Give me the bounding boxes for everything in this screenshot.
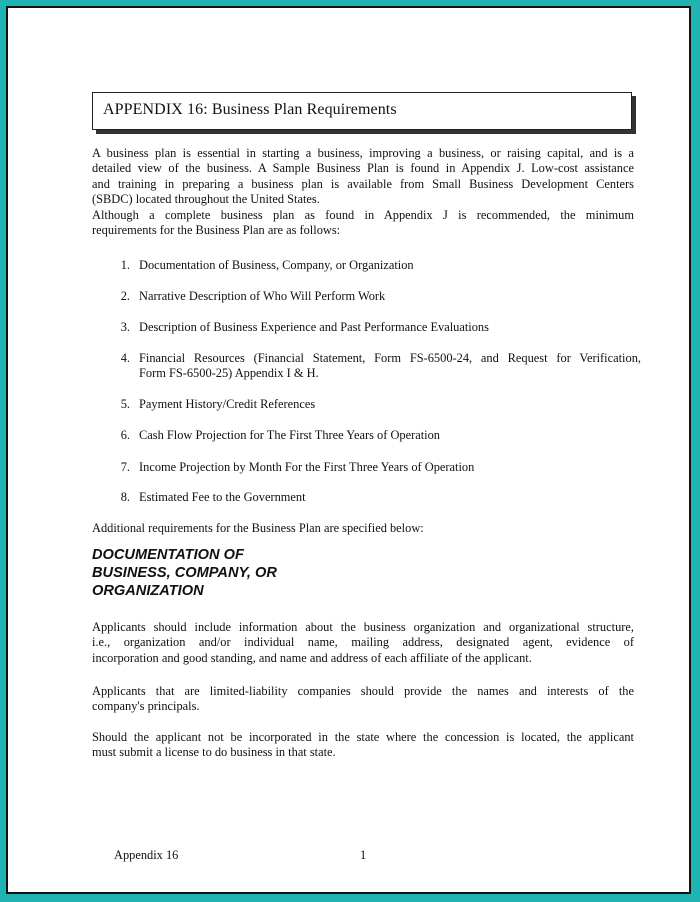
list-text-line: Financial Resources (Financial Statement, Form FS-6500-24, and Request for Verification, xyxy=(139,351,641,365)
intro-line: requirements for the Business Plan are as follows: xyxy=(92,223,341,238)
title-box xyxy=(92,92,632,130)
additional-text: Additional requirements for the Business Plan are specified below: xyxy=(92,521,424,535)
page-title: APPENDIX 16: Business Plan Requirements xyxy=(103,101,397,118)
list-text: Description of Business Experience and Past Performance Evaluations xyxy=(139,320,489,334)
list-number: 5. xyxy=(120,397,130,411)
paragraph-line: Applicants that are limited-liability companies should provide the names and interests of the xyxy=(92,684,634,698)
paragraph-line: must submit a license to do business in that state. xyxy=(92,745,336,760)
list-text-line: Form FS-6500-25) Appendix I & H. xyxy=(139,366,319,381)
list-text xyxy=(139,351,641,382)
intro-line: and training in preparing a business plan is available from Small Business Development Centers xyxy=(92,176,634,191)
list-text: Documentation of Business, Company, or Organization xyxy=(139,258,414,272)
footer-label: Appendix 16 xyxy=(114,848,179,862)
intro-line: Although a complete business plan as found in Appendix J is recommended, the minimum xyxy=(92,207,634,222)
intro-line: A business plan is essential in starting a business, improving a business, or raising capital, and is a xyxy=(92,146,634,160)
intro-line: detailed view of the business. A Sample Business Plan is found in Appendix J. Low-cost assistance xyxy=(92,161,634,176)
page-number: 1 xyxy=(360,848,367,862)
section-heading-line: ORGANIZATION xyxy=(92,583,204,599)
paragraph-line: i.e., organization and/or individual name, mailing address, designated agent, evidence of xyxy=(92,635,634,650)
section-heading-line: BUSINESS, COMPANY, OR xyxy=(92,565,277,581)
section-paragraph xyxy=(92,620,634,666)
paragraph-line: Applicants should include information about the business organization and organizational structure, xyxy=(92,620,634,634)
section-paragraph xyxy=(92,684,634,715)
intro-paragraph xyxy=(92,146,634,238)
intro-line: (SBDC) located throughout the United States. xyxy=(92,192,320,207)
section-heading-line: DOCUMENTATION OF xyxy=(92,547,244,563)
document-page xyxy=(6,6,691,894)
list-text: Narrative Description of Who Will Perform Work xyxy=(139,289,386,303)
list-number: 4. xyxy=(120,351,130,365)
paragraph-line: incorporation and good standing, and name and address of each affiliate of the applicant. xyxy=(92,650,532,665)
list-text: Cash Flow Projection for The First Three Years of Operation xyxy=(139,428,441,442)
section-heading xyxy=(92,546,392,600)
paragraph-line: company's principals. xyxy=(92,699,200,714)
list-text: Payment History/Credit References xyxy=(139,397,316,411)
list-text: Income Projection by Month For the First Three Years of Operation xyxy=(139,460,475,474)
list-number: 8. xyxy=(120,490,130,504)
paragraph-line: Should the applicant not be incorporated in the state where the concession is located, the applicant xyxy=(92,730,634,744)
section-paragraph xyxy=(92,730,634,761)
list-number: 7. xyxy=(120,460,130,474)
list-text: Estimated Fee to the Government xyxy=(139,490,306,504)
list-number: 6. xyxy=(120,428,130,442)
list-number: 3. xyxy=(120,320,130,334)
list-number: 2. xyxy=(120,289,130,303)
list-number: 1. xyxy=(120,258,130,272)
